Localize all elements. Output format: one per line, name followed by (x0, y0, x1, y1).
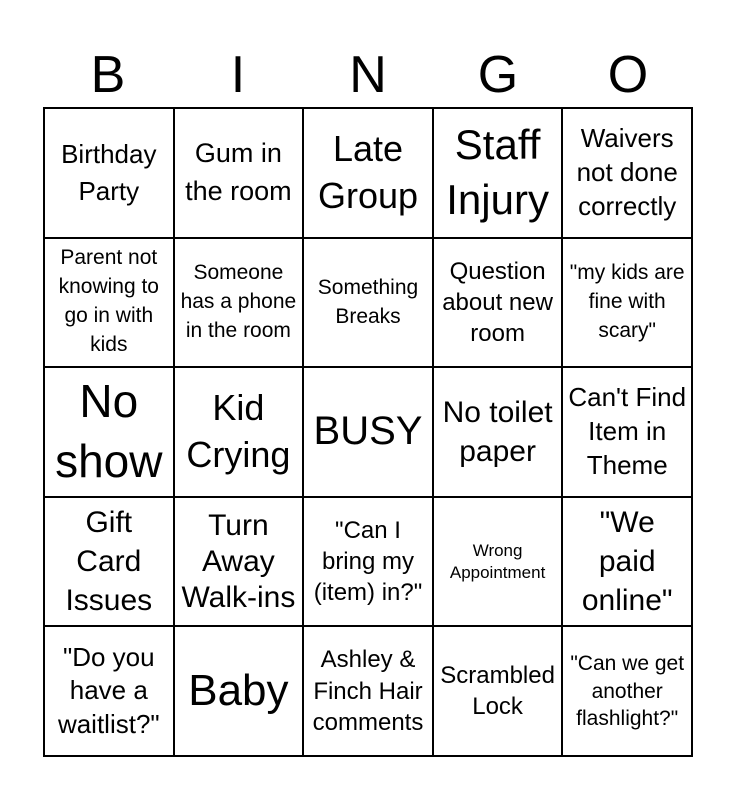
bingo-cell[interactable] (433, 238, 563, 368)
bingo-cell[interactable] (303, 108, 433, 238)
cell-text: Question about new room (442, 257, 553, 347)
cell-text: "Do you have a waitlist?" (57, 641, 160, 740)
cell-text: Wrong Appointment (449, 540, 546, 582)
cell-text: Staff Injury (446, 121, 549, 223)
bingo-header (43, 44, 693, 106)
cell-text: Late Group (317, 128, 419, 216)
bingo-cell[interactable] (562, 238, 692, 368)
bingo-cell[interactable] (44, 238, 174, 368)
bingo-cell[interactable] (562, 108, 692, 238)
bingo-cell[interactable] (303, 367, 433, 497)
bingo-cell[interactable] (44, 108, 174, 238)
bingo-cell[interactable] (44, 497, 174, 627)
bingo-cell[interactable] (303, 238, 433, 368)
cell-text: Can't Find Item in Theme (568, 382, 687, 480)
bingo-cell[interactable] (433, 497, 563, 627)
bingo-cell[interactable] (433, 626, 563, 756)
cell-text: Scrambled Lock (440, 662, 555, 721)
cell-text: Birthday Party (61, 139, 157, 206)
header-letter-i: I (230, 46, 246, 104)
header-letter-o: O (607, 46, 649, 104)
bingo-cell[interactable] (44, 367, 174, 497)
cell-text: No show (55, 375, 163, 487)
bingo-cell[interactable] (174, 238, 304, 368)
cell-text: "my kids are fine with scary" (569, 260, 685, 342)
cell-text: Baby (188, 666, 289, 716)
bingo-cell[interactable] (433, 367, 563, 497)
header-letter-g: G (477, 46, 519, 104)
bingo-cell[interactable] (562, 497, 692, 627)
bingo-cell[interactable] (174, 626, 304, 756)
cell-text: "We paid online" (581, 506, 673, 618)
cell-text: BUSY (313, 409, 423, 454)
cell-text: Gum in the room (185, 138, 292, 206)
header-letter-n: N (349, 46, 387, 104)
header-letter-b: B (90, 46, 126, 104)
cell-text: Turn Away Walk-ins (181, 508, 296, 614)
cell-text: Something Breaks (317, 276, 419, 329)
bingo-cell[interactable] (303, 497, 433, 627)
cell-text: Waivers not done correctly (576, 123, 678, 221)
cell-text: Ashley & Finch Hair comments (312, 646, 424, 736)
bingo-cell[interactable] (174, 367, 304, 497)
bingo-cell[interactable] (562, 626, 692, 756)
cell-text: "Can we get another flashlight?" (570, 652, 685, 730)
bingo-cell[interactable] (174, 108, 304, 238)
cell-text: No toilet paper (442, 395, 553, 468)
bingo-board (43, 107, 693, 757)
bingo-cell[interactable] (303, 626, 433, 756)
bingo-cell[interactable] (562, 367, 692, 497)
cell-text: Parent not knowing to go in with kids (58, 246, 159, 357)
cell-text: Someone has a phone in the room (180, 260, 297, 342)
cell-text: "Can I bring my (item) in?" (313, 516, 423, 607)
bingo-cell[interactable] (174, 497, 304, 627)
bingo-cell[interactable] (44, 626, 174, 756)
bingo-cell[interactable] (433, 108, 563, 238)
cell-text: Kid Crying (186, 387, 291, 475)
cell-text: Gift Card Issues (65, 506, 153, 618)
